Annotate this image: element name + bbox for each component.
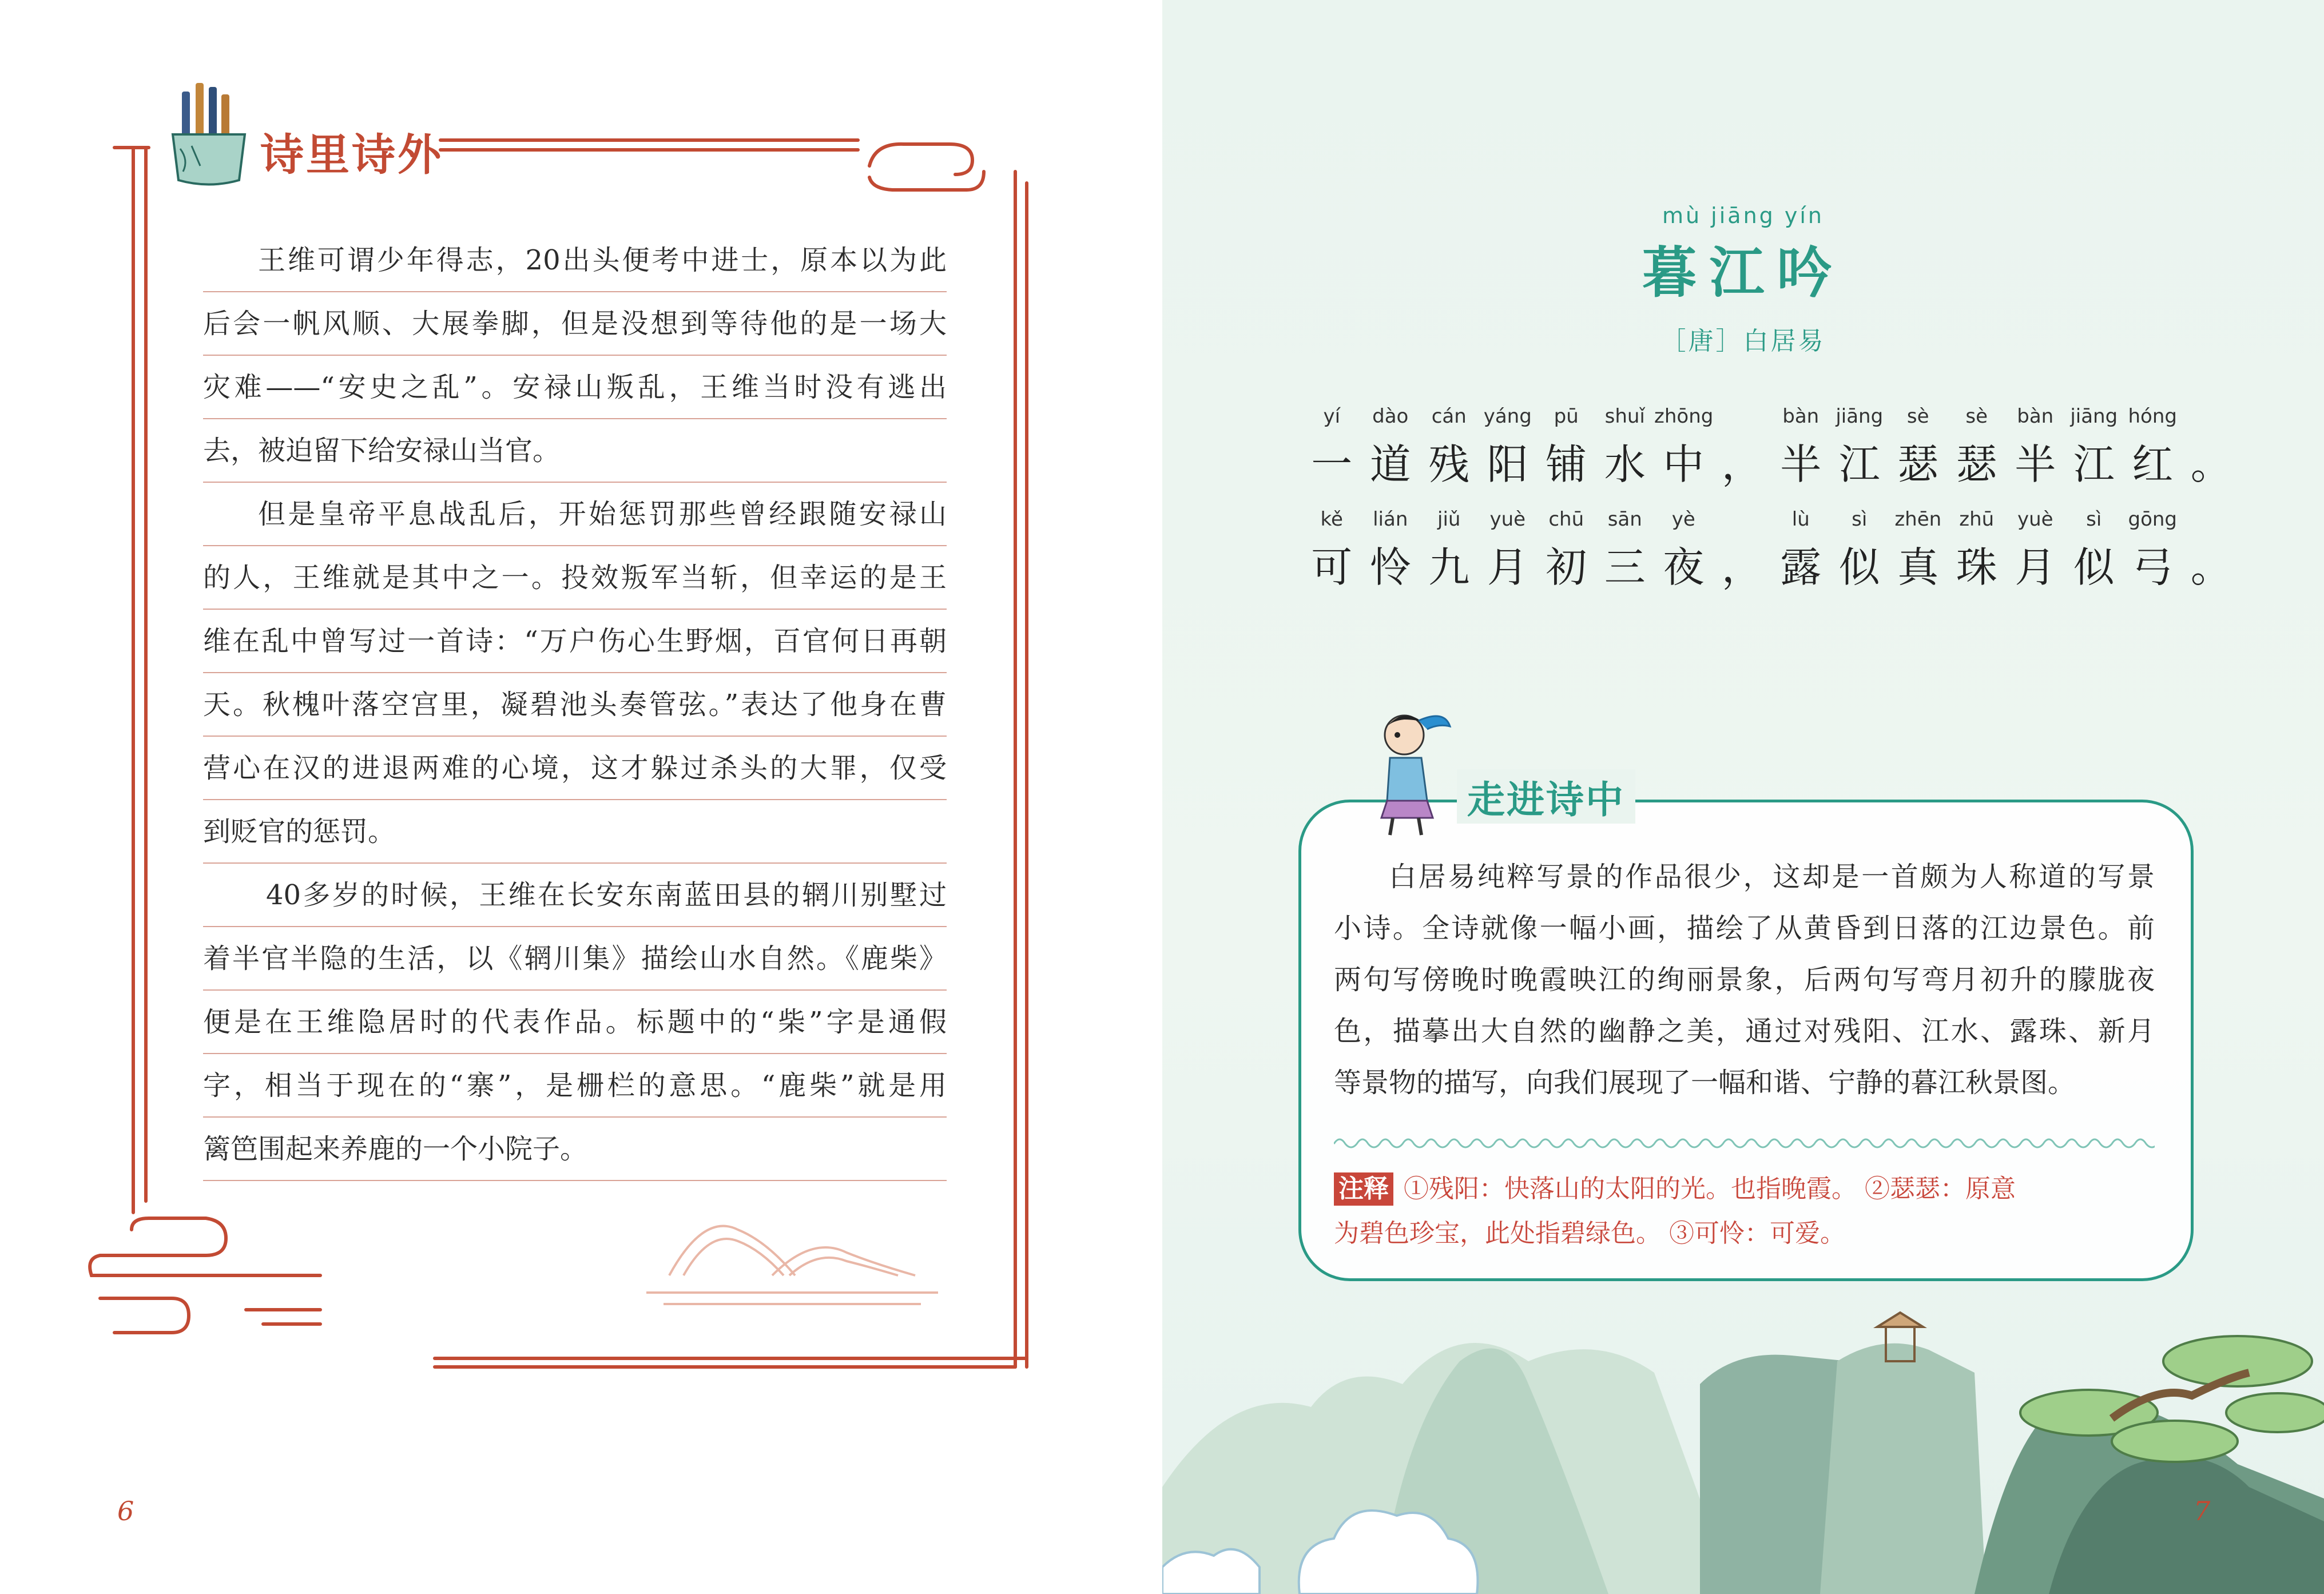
poem-char [2006,405,2065,491]
poem-char-pinyin: shuǐ [1604,405,1645,428]
poem-char-pinyin: cán [1431,405,1467,428]
text-line: 40多岁的时候，王维在长安东南蓝田县的辋川别墅过 [203,864,947,927]
poem-char-pinyin: hóng [2128,405,2177,428]
poem-char [1771,405,1830,491]
text-line: 后会一帆风顺、大展拳脚，但是没想到等待他的是一场大 [203,292,947,356]
page-number: 6 [117,1496,134,1527]
poem-line [1302,508,2240,591]
poem-char-pinyin: lián [1373,508,1408,531]
brush-pot-icon [166,80,252,189]
poem-char [1596,405,1655,491]
poem-char [1537,508,1596,594]
poem-char-pinyin: yáng [1483,405,1532,428]
intro-line: 小诗。全诗就像一幅小画，描绘了从黄昏到日落的江边景色。前 [1334,912,2155,944]
poem-char-pinyin: dào [1372,405,1409,428]
text-line: 篱笆围起来养鹿的一个小院子。 [203,1118,947,1181]
poem-char-hanzi: 似 [2073,543,2115,591]
poem-char-pinyin [2182,508,2241,534]
poem-char-hanzi: 半 [2015,440,2056,488]
intro-line: 白居易纯粹写景的作品很少，这却是一首颇为人称道的写景 [1389,861,2155,893]
poem-char-hanzi: 残 [1428,440,1470,488]
poem-char [1420,508,1479,594]
poem-char-pinyin: yuè [2017,508,2053,531]
poem-char-pinyin: kě [1320,508,1343,531]
poem-char-hanzi: 瑟 [1956,440,1997,488]
poem-char [1830,508,1889,594]
intro-line: 两句写傍晚时晚霞映江的绚丽景象，后两句写弯月初升的朦胧夜 [1334,964,2155,996]
poem-char [2065,508,2124,594]
poem-char-pinyin: zhōng [1654,405,1714,428]
poem-char-pinyin: sì [1852,508,1868,531]
note-line: 为碧色珍宝，此处指碧绿色。 ③可怜：可爱。 [1334,1219,1845,1248]
poem-char [1420,405,1479,491]
poem-title-pinyin: mù jiāng yín [1662,203,1824,228]
poem-char-hanzi: 九 [1428,543,1470,591]
poem-char [1537,405,1596,491]
poem-char [1302,405,1361,491]
poem-char-hanzi: 真 [1897,543,1939,591]
text-line: 到贬官的惩罚。 [203,800,947,864]
poem-char-pinyin: yuè [1489,508,1526,531]
wave-divider [1334,1134,2155,1151]
poem-char [1302,508,1361,594]
poem-author: ［唐］白居易 [1660,327,1826,356]
poem-char-hanzi: 红 [2132,440,2174,488]
intro-title: 走进诗中 [1457,769,1635,824]
poem-char [1948,405,2007,491]
poem-char-hanzi: 珠 [1956,543,1997,591]
poem-char-hanzi: 一 [1311,440,1353,488]
poem-char-hanzi: 。 [2190,440,2232,488]
text-line: 天。秋槐叶落空宫里，凝碧池头奏管弦。”表达了他身在曹 [203,673,947,737]
text-line: 维在乱中曾写过一首诗：“万户伤心生野烟，百官何日再朝 [203,610,947,673]
poem-char-pinyin: sè [1965,405,1988,428]
poem-char-hanzi: 瑟 [1897,440,1939,488]
poem-char [2182,508,2241,594]
poem-line [1302,405,2240,488]
poem-char-hanzi: 夜 [1663,543,1705,591]
poem-char-hanzi: 可 [1311,543,1353,591]
text-line: 字，相当于现在的“寨”，是栅栏的意思。“鹿柴”就是用 [203,1054,947,1118]
poem-char-pinyin: chū [1548,508,1584,531]
poem-char-pinyin: lù [1791,508,1810,531]
poem-char-pinyin: pū [1554,405,1579,428]
poem-char-hanzi: 弓 [2132,543,2174,591]
poem-char [2182,405,2241,491]
notes-badge: 注释 [1334,1172,1393,1206]
poem-char [1596,508,1655,594]
poem-char-hanzi: 三 [1604,543,1646,591]
poem-char-pinyin: bàn [1782,405,1820,428]
article-body [203,229,947,1181]
poem-char [1771,508,1830,594]
text-line: 去，被迫留下给安禄山当官。 [203,419,947,483]
poem-char-pinyin: gōng [2128,508,2177,531]
text-line: 着半官半隐的生活，以《辋川集》描绘山水自然。《鹿柴》 [203,927,947,991]
poem-heading [1162,203,2324,357]
text-line: 王维可谓少年得志，20出头便考中进士，原本以为此 [203,229,947,292]
poem-char-hanzi: ， [1721,440,1763,488]
poem-char-pinyin: sān [1607,508,1642,531]
poem-char-hanzi: 月 [1487,543,1528,591]
poem-char [1361,508,1420,594]
poem-char-hanzi: 露 [1780,543,1822,591]
text-line: 但是皇帝平息战乱后，开始惩罚那些曾经跟随安禄山 [203,483,947,546]
poem-char-hanzi: 水 [1604,440,1646,488]
poem-char-pinyin [1713,508,1772,534]
poem-char-hanzi: 道 [1369,440,1411,488]
section-title: 诗里诗外 [260,129,443,180]
poem-char-pinyin [1713,405,1772,431]
poem-char-hanzi: 江 [2073,440,2115,488]
poem-char [1889,405,1948,491]
poem-char-pinyin: jiǔ [1437,508,1461,531]
intro-line: 等景物的描写，向我们展现了一幅和谐、宁静的暮江秋景图。 [1334,1067,2076,1099]
text-line: 灾难——“安史之乱”。安禄山叛乱，王维当时没有逃出 [203,356,947,419]
poem-char-pinyin: jiāng [2070,405,2118,428]
note-line: ①残阳：快落山的太阳的光。也指晚霞。 ②瑟瑟：原意 [1404,1174,2016,1203]
right-page [1162,0,2324,1594]
poem-char-pinyin: jiāng [1836,405,1884,428]
poem-char-hanzi: 江 [1838,440,1880,488]
poem-char [2123,508,2182,594]
intro-body [1334,851,2155,1108]
poem-char [2065,405,2124,491]
poem-char [1361,405,1420,491]
poem-char-pinyin: yè [1671,508,1695,531]
page-number: 7 [2194,1496,2211,1527]
text-line: 便是在王维隐居时的代表作品。标题中的“柴”字是通假 [203,991,947,1054]
poem-char [2006,508,2065,594]
poem-char-hanzi: 铺 [1546,440,1587,488]
paragraph-2 [203,483,947,864]
poem-char [1654,405,1713,491]
poem-char [1948,508,2007,594]
intro-line: 色，描摹出大自然的幽静之美，通过对残阳、江水、露珠、新月 [1334,1015,2155,1047]
poem-char [2123,405,2182,491]
annotation-notes [1334,1167,2155,1256]
scholar-character-illustration [1364,703,1456,841]
paragraph-1 [203,229,947,483]
poem-char [1713,508,1772,594]
poem-char-pinyin: sè [1906,405,1929,428]
poem-char-pinyin: zhū [1959,508,1995,531]
poem-char [1479,405,1538,491]
poem-char-hanzi: 月 [2015,543,2056,591]
poem-char-pinyin: zhēn [1894,508,1942,531]
poem-char-hanzi: 。 [2190,543,2232,591]
text-line: 营心在汉的进退两难的心境，这才躲过杀头的大罪，仅受 [203,737,947,800]
poem-char-hanzi: 似 [1838,543,1880,591]
poem-char-hanzi: 初 [1546,543,1587,591]
poem-char-hanzi: 怜 [1369,543,1411,591]
poem-char-hanzi: 阳 [1487,440,1528,488]
paragraph-3 [203,864,947,1181]
poem-char-hanzi: 中 [1663,440,1705,488]
poem-char-pinyin: bàn [2017,405,2054,428]
poem-char-pinyin: yí [1323,405,1341,428]
poem-title: 暮江吟 [1642,240,1845,305]
poem-char-hanzi: 半 [1780,440,1822,488]
poem-char [1654,508,1713,594]
poem-char [1889,508,1948,594]
poem-char [1479,508,1538,594]
text-line: 的人，王维就是其中之一。投效叛军当斩，但幸运的是王 [203,546,947,610]
poem-char-pinyin: sì [2086,508,2102,531]
poem-char-pinyin [2182,405,2241,431]
poem-char [1713,405,1772,491]
poem-char [1830,405,1889,491]
poem-char-hanzi: ， [1721,543,1763,591]
